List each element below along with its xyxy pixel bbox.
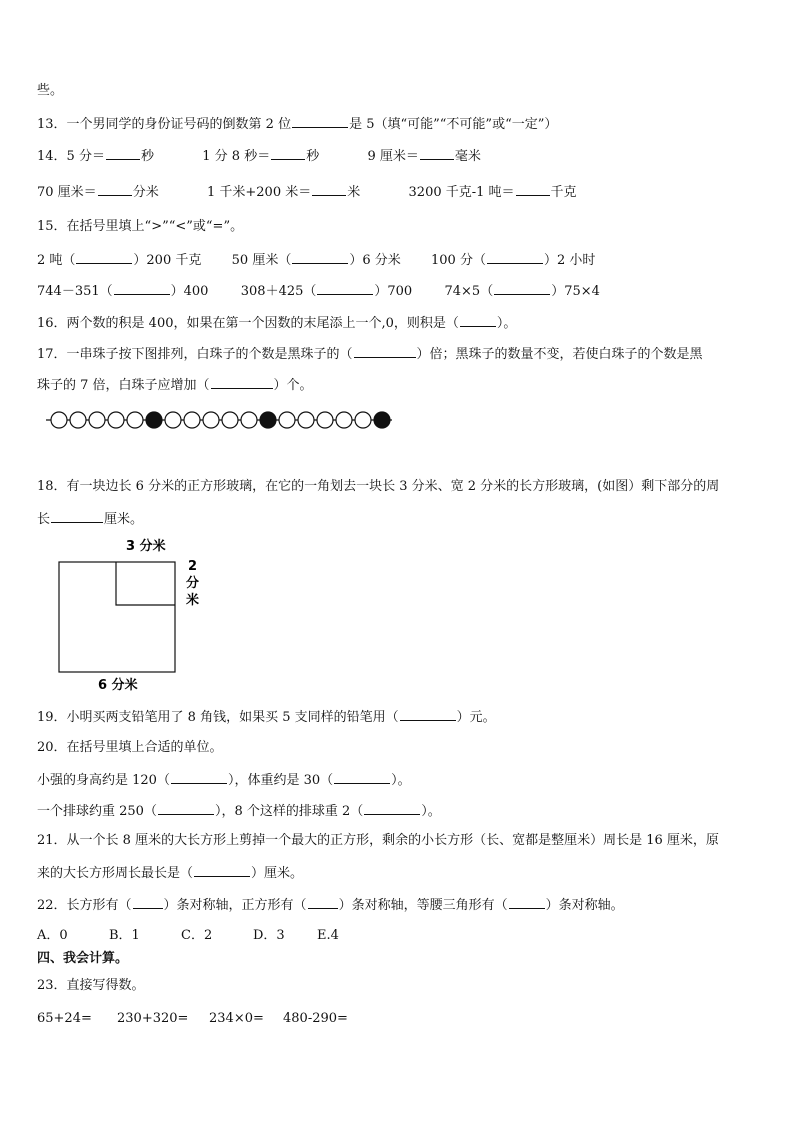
question-13: 13．一个男同学的身份证号码的倒数第 2 位 是 5（填“可能”“不可能”或“一定”） bbox=[37, 114, 557, 134]
answer-blank[interactable] bbox=[420, 146, 454, 160]
answer-blank[interactable] bbox=[76, 250, 132, 264]
option-a[interactable]: A．0 bbox=[37, 928, 68, 943]
question-18-line2: 长 厘米。 bbox=[37, 509, 143, 529]
question-15-row1: 2 吨（ ）200 千克 50 厘米（ ）6 分米 100 分（ ）2 小时 bbox=[37, 250, 595, 270]
white-bead bbox=[317, 412, 333, 428]
answer-blank[interactable] bbox=[400, 707, 456, 721]
answer-blank[interactable] bbox=[317, 281, 373, 295]
answer-blank[interactable] bbox=[133, 895, 163, 909]
answer-blank[interactable] bbox=[494, 281, 550, 295]
question-16: 16．两个数的积是 400，如果在第一个因数的末尾添上一个,0，则积是（ ）。 bbox=[37, 313, 516, 333]
label-top: 3 分米 bbox=[126, 539, 166, 554]
option-e[interactable]: E.4 bbox=[317, 928, 339, 943]
white-bead bbox=[203, 412, 219, 428]
label-right-3: 米 bbox=[186, 593, 200, 608]
black-bead bbox=[260, 412, 276, 428]
question-22: 22．长方形有（ ）条对称轴，正方形有（ ）条对称轴，等腰三角形有（ ）条对称轴。 bbox=[37, 895, 624, 915]
answer-blank[interactable] bbox=[51, 509, 103, 523]
question-17-line2: 珠子的 7 倍，白珠子应增加（ ）个。 bbox=[37, 375, 313, 395]
white-bead bbox=[70, 412, 86, 428]
glass-figure bbox=[55, 536, 225, 696]
bead-string bbox=[44, 408, 394, 432]
white-bead bbox=[184, 412, 200, 428]
white-bead bbox=[108, 412, 124, 428]
white-bead bbox=[298, 412, 314, 428]
answer-blank[interactable] bbox=[364, 801, 420, 815]
black-bead bbox=[374, 412, 390, 428]
answer-blank[interactable] bbox=[171, 770, 227, 784]
white-bead bbox=[127, 412, 143, 428]
answer-blank[interactable] bbox=[509, 895, 545, 909]
answer-blank[interactable] bbox=[158, 801, 214, 815]
answer-blank[interactable] bbox=[334, 770, 390, 784]
white-bead bbox=[279, 412, 295, 428]
question-22-options bbox=[37, 927, 357, 945]
label-right-1: 2 bbox=[188, 559, 198, 574]
question-17-line1: 17．一串珠子按下图排列，白珠子的个数是黑珠子的（ ）倍；黑珠子的数量不变，若使白珠子的个数是黑 bbox=[37, 344, 703, 364]
question-19: 19．小明买两支铅笔用了 8 角钱，如果买 5 支同样的铅笔用（ ）元。 bbox=[37, 707, 496, 727]
text-line: 些。 bbox=[37, 83, 64, 98]
white-bead bbox=[355, 412, 371, 428]
answer-blank[interactable] bbox=[114, 281, 170, 295]
white-bead bbox=[222, 412, 238, 428]
question-21-line1: 21．从一个长 8 厘米的大长方形上剪掉一个最大的正方形，剩余的小长方形（长、宽都是整厘米）周长是 16 厘米，原 bbox=[37, 833, 719, 848]
label-right-2: 分 bbox=[186, 576, 200, 591]
calc-item: 230+320= bbox=[117, 1011, 189, 1026]
question-18-line1: 18．有一块边长 6 分米的正方形玻璃，在它的一角划去一块长 3 分米、宽 2 分米的长方形玻璃，(如图）剩下部分的周 bbox=[37, 479, 720, 494]
answer-blank[interactable] bbox=[98, 182, 132, 196]
white-bead bbox=[165, 412, 181, 428]
calc-item: 480-290= bbox=[283, 1011, 348, 1026]
question-20: 20．在括号里填上合适的单位。 bbox=[37, 740, 223, 755]
answer-blank[interactable] bbox=[194, 863, 250, 877]
option-c[interactable]: C．2 bbox=[181, 928, 213, 943]
answer-blank[interactable] bbox=[308, 895, 338, 909]
label-bottom: 6 分米 bbox=[98, 678, 138, 693]
answer-blank[interactable] bbox=[211, 375, 273, 389]
white-bead bbox=[336, 412, 352, 428]
black-bead bbox=[146, 412, 162, 428]
calc-item: 234×0= bbox=[209, 1011, 264, 1026]
option-d[interactable]: D．3 bbox=[253, 928, 285, 943]
question-15-row2: 744－351（ ）400 308＋425（ ）700 74×5（ ）75×4 bbox=[37, 281, 600, 301]
answer-blank[interactable] bbox=[292, 114, 348, 128]
option-b[interactable]: B．1 bbox=[109, 928, 140, 943]
question-20-row2: 一个排球约重 250（ ），8 个这样的排球重 2（ ）。 bbox=[37, 801, 441, 821]
calc-row bbox=[37, 1010, 363, 1028]
calc-item: 65+24= bbox=[37, 1011, 92, 1026]
cut-rectangle bbox=[116, 562, 175, 605]
white-bead bbox=[241, 412, 257, 428]
question-14-row1: 14．5 分＝ 秒 1 分 8 秒＝ 秒 9 厘米＝ 毫米 bbox=[37, 146, 481, 166]
question-15: 15．在括号里填上“>”“<”或“=”。 bbox=[37, 219, 244, 234]
white-bead bbox=[51, 412, 67, 428]
answer-blank[interactable] bbox=[106, 146, 140, 160]
answer-blank[interactable] bbox=[271, 146, 305, 160]
question-20-row1: 小强的身高约是 120（ ），体重约是 30（ ）。 bbox=[37, 770, 411, 790]
square-outline bbox=[59, 562, 175, 672]
answer-blank[interactable] bbox=[354, 344, 416, 358]
section-heading: 四、我会计算。 bbox=[37, 951, 129, 966]
answer-blank[interactable] bbox=[460, 313, 496, 327]
question-21-line2: 来的大长方形周长最长是（ ）厘米。 bbox=[37, 863, 303, 883]
question-14-row2: 70 厘米＝ 分米 1 千米+200 米＝ 米 3200 千克-1 吨＝ 千克 bbox=[37, 182, 577, 202]
answer-blank[interactable] bbox=[516, 182, 550, 196]
answer-blank[interactable] bbox=[312, 182, 346, 196]
white-bead bbox=[89, 412, 105, 428]
answer-blank[interactable] bbox=[487, 250, 543, 264]
answer-blank[interactable] bbox=[292, 250, 348, 264]
question-23: 23．直接写得数。 bbox=[37, 978, 145, 993]
